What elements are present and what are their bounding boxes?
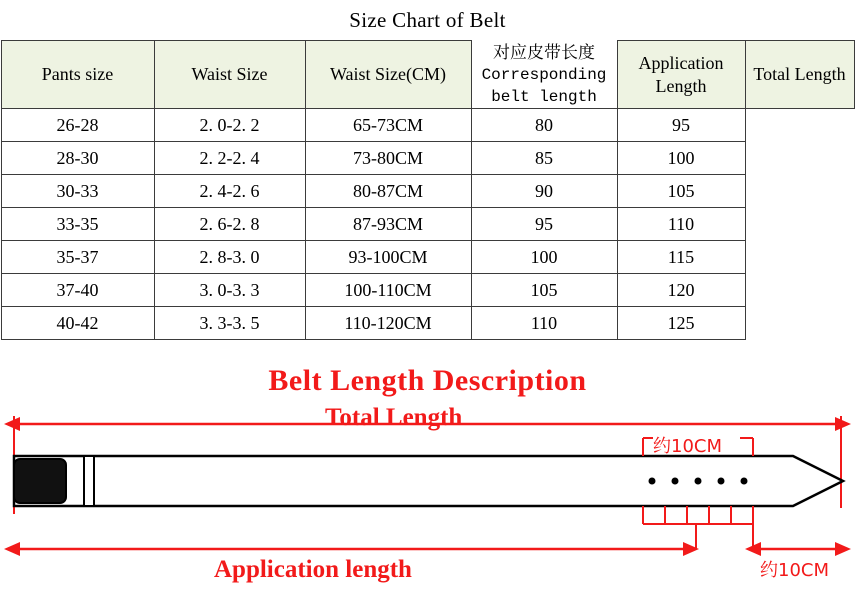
cell-application-length: 85 bbox=[471, 142, 617, 175]
table-row bbox=[1, 307, 854, 340]
cell-waist-size: 2. 4-2. 6 bbox=[154, 175, 305, 208]
cell-pants-size: 40-42 bbox=[1, 307, 154, 340]
application-length-line1: Application bbox=[638, 53, 724, 74]
description-english-line2: belt length bbox=[491, 87, 597, 106]
cell-pants-size: 26-28 bbox=[1, 109, 154, 142]
table-row bbox=[1, 175, 854, 208]
column-header-total-length: Total Length bbox=[745, 41, 854, 109]
label-tip-bottom-10cm: 约10CM bbox=[760, 560, 830, 582]
cell-pants-size: 33-35 bbox=[1, 208, 154, 241]
cell-application-length: 100 bbox=[471, 241, 617, 274]
cell-waist-size: 2. 2-2. 4 bbox=[154, 142, 305, 175]
cell-application-length: 80 bbox=[471, 109, 617, 142]
cell-waist-size-cm: 100-110CM bbox=[305, 274, 471, 307]
cell-waist-size-cm: 73-80CM bbox=[305, 142, 471, 175]
table-row bbox=[1, 142, 854, 175]
cell-total-length: 120 bbox=[617, 274, 745, 307]
label-tip-top-10cm: 约10CM bbox=[653, 436, 723, 458]
cell-waist-size-cm: 87-93CM bbox=[305, 208, 471, 241]
cell-waist-size: 2. 8-3. 0 bbox=[154, 241, 305, 274]
cell-waist-size-cm: 80-87CM bbox=[305, 175, 471, 208]
cell-application-length: 95 bbox=[471, 208, 617, 241]
table-row bbox=[1, 109, 854, 142]
cell-total-length: 100 bbox=[617, 142, 745, 175]
cell-pants-size: 35-37 bbox=[1, 241, 154, 274]
cell-total-length: 95 bbox=[617, 109, 745, 142]
cell-total-length: 125 bbox=[617, 307, 745, 340]
cell-waist-size: 3. 3-3. 5 bbox=[154, 307, 305, 340]
belt-length-description-heading: Belt Length Description bbox=[268, 364, 587, 398]
page-title: Size Chart of Belt bbox=[349, 8, 506, 32]
cell-waist-size: 3. 0-3. 3 bbox=[154, 274, 305, 307]
application-length-line2: Length bbox=[655, 75, 707, 96]
cell-waist-size-cm: 65-73CM bbox=[305, 109, 471, 142]
column-header-waist-size-cm: Waist Size(CM) bbox=[305, 41, 471, 109]
table-header-row bbox=[1, 41, 854, 109]
cell-application-length: 105 bbox=[471, 274, 617, 307]
cell-application-length: 90 bbox=[471, 175, 617, 208]
description-chinese: 对应皮带长度 bbox=[493, 42, 595, 63]
belt-diagram bbox=[0, 404, 855, 589]
cell-waist-size: 2. 0-2. 2 bbox=[154, 109, 305, 142]
belt-shape bbox=[14, 456, 843, 506]
size-chart-table bbox=[1, 40, 855, 340]
cell-pants-size: 28-30 bbox=[1, 142, 154, 175]
cell-waist-size-cm: 110-120CM bbox=[305, 307, 471, 340]
cell-application-length: 110 bbox=[471, 307, 617, 340]
belt-length-description-cell bbox=[471, 41, 617, 109]
table-row bbox=[1, 241, 854, 274]
cell-total-length: 110 bbox=[617, 208, 745, 241]
cell-total-length: 105 bbox=[617, 175, 745, 208]
cell-waist-size-cm: 93-100CM bbox=[305, 241, 471, 274]
label-application-length: Application length bbox=[214, 556, 412, 584]
tip-length-arrow bbox=[745, 524, 851, 556]
hole-tick-bracket bbox=[643, 506, 753, 524]
column-header-pants-size: Pants size bbox=[1, 41, 154, 109]
cell-pants-size: 37-40 bbox=[1, 274, 154, 307]
column-header-application-length bbox=[617, 41, 745, 109]
table-row bbox=[1, 274, 854, 307]
description-english-line1: Corresponding bbox=[481, 66, 607, 85]
cell-pants-size: 30-33 bbox=[1, 175, 154, 208]
cell-total-length: 115 bbox=[617, 241, 745, 274]
cell-waist-size: 2. 6-2. 8 bbox=[154, 208, 305, 241]
label-total-length: Total Length bbox=[325, 404, 463, 432]
column-header-waist-size: Waist Size bbox=[154, 41, 305, 109]
table-row bbox=[1, 208, 854, 241]
application-length-arrow bbox=[4, 524, 699, 556]
